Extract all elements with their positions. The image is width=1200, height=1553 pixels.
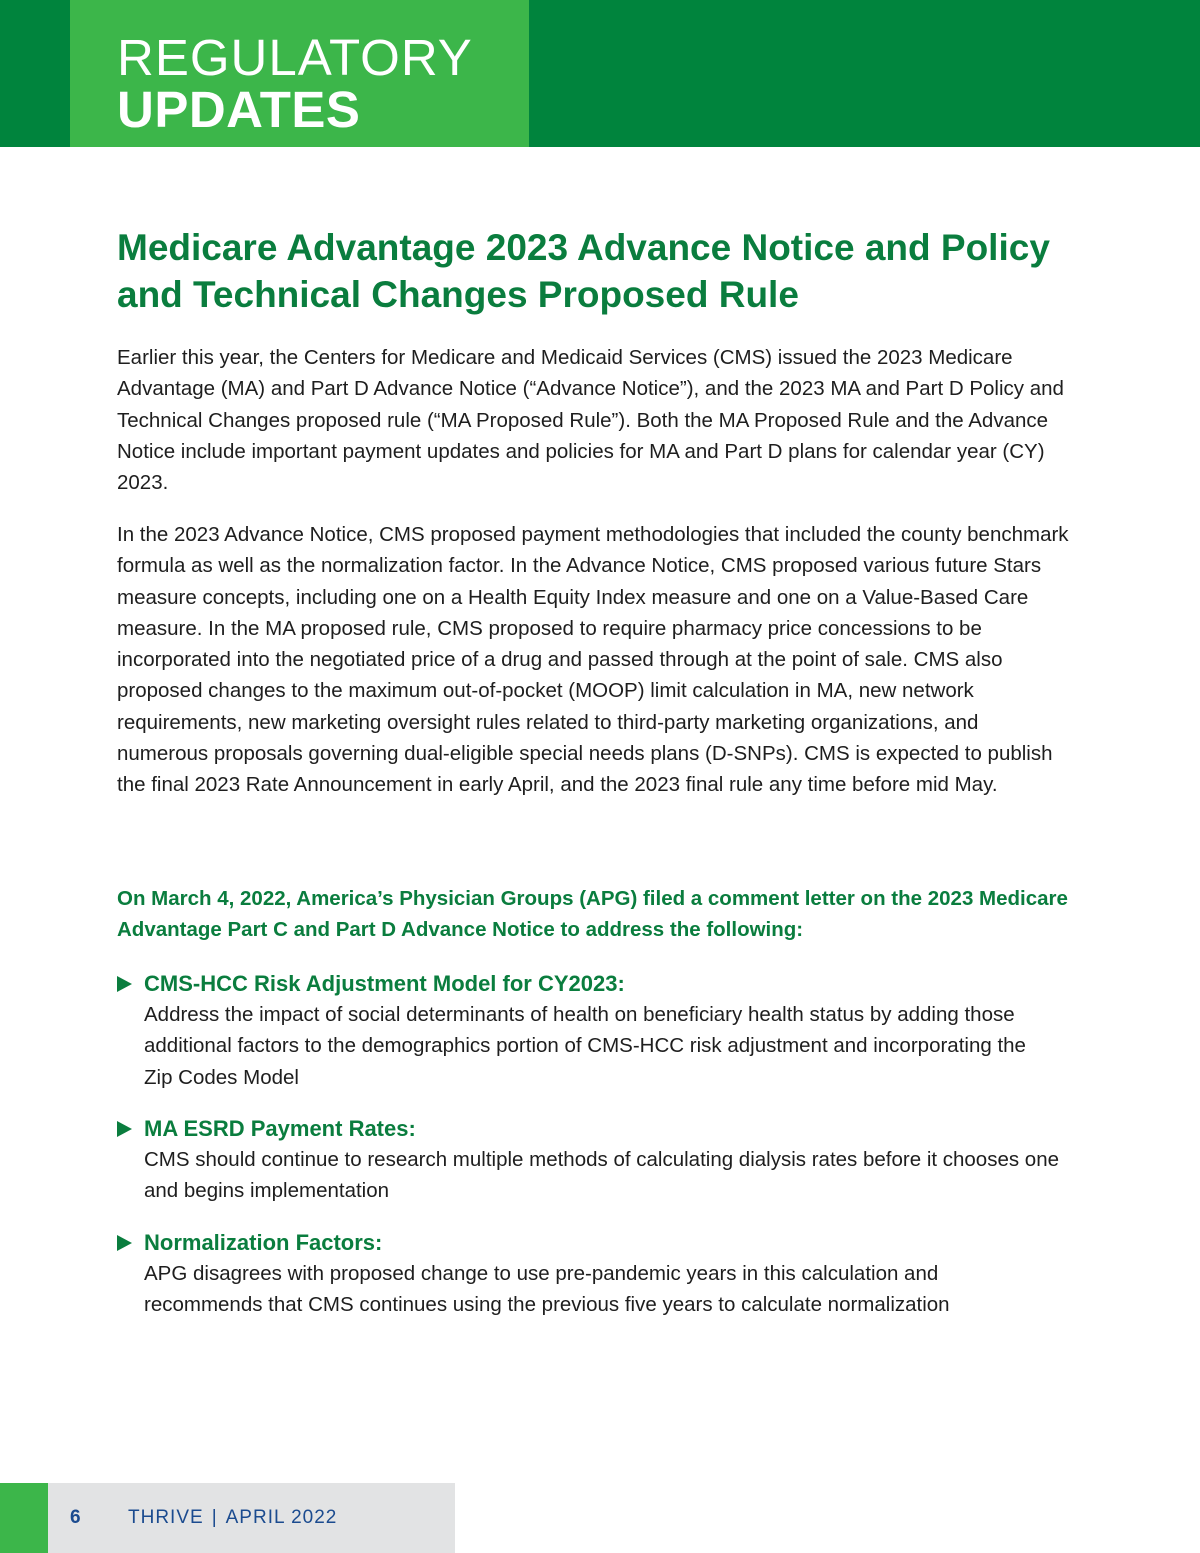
bullet-heading: Normalization Factors: xyxy=(144,1230,383,1255)
bullet-heading: CMS-HCC Risk Adjustment Model for CY2023: xyxy=(144,971,625,996)
section-title-line1: REGULATORY xyxy=(117,29,473,86)
triangle-bullet-icon xyxy=(117,1235,132,1251)
section-title-line2: UPDATES xyxy=(117,81,361,138)
page-number: 6 xyxy=(70,1507,81,1528)
footer-separator: | xyxy=(211,1507,218,1528)
bullet-heading: MA ESRD Payment Rates: xyxy=(144,1116,416,1141)
lead-paragraph: On March 4, 2022, America’s Physician Groups (APG) filed a comment letter on the 2023 Medicare Advantage Part C and Part D Advance Notice to address the following: xyxy=(117,887,1068,942)
body-paragraph-2: In the 2023 Advance Notice, CMS proposed payment methodologies that included the county benchmark formula as well as the normalization factor. In the Advance Notice, CMS proposed various future Stars measure concepts, including one on a Health Equity Index measure and one on a Value-Based Care measure. In the MA proposed rule, CMS proposed to require pharmacy price concessions to be incorporated into the negotiated price of a drug and passed through at the point of sale. CMS also proposed changes to the maximum out-of-pocket (MOOP) limit calculation in MA, new network requirements, new marketing oversight rules related to third-party marketing organizations, and numerous proposals governing dual-eligible special needs plans (D-SNPs). CMS is expected to publish the final 2023 Rate Announcement in early April, and the 2023 final rule any time before mid May. xyxy=(117,523,1069,797)
footer-publication xyxy=(128,1506,337,1530)
issue-date: APRIL 2022 xyxy=(225,1507,338,1528)
bullet-text: Address the impact of social determinants of health on beneficiary health status by adding those additional factors to the demographics portion of CMS-HCC risk adjustment and incorporating the Zip Codes Model xyxy=(144,1003,1026,1089)
header-left-strip xyxy=(0,0,70,147)
publication-name: THRIVE xyxy=(128,1507,204,1528)
bullet-text: APG disagrees with proposed change to use pre-pandemic years in this calculation and recommends that CMS continues using the previous five years to calculate normalization xyxy=(144,1262,950,1317)
triangle-bullet-icon xyxy=(117,1121,132,1137)
body-paragraph-1: Earlier this year, the Centers for Medicare and Medicaid Services (CMS) issued the 2023 Medicare Advantage (MA) and Part D Advance Notice (“Advance Notice”), and the 2023 MA and Part D Policy and Technical Changes proposed rule (“MA Proposed Rule”). Both the MA Proposed Rule and the Advance Notice include important payment updates and policies for MA and Part D plans for calendar year (CY) 2023. xyxy=(117,346,1064,495)
triangle-bullet-icon xyxy=(117,976,132,992)
bullet-text: CMS should continue to research multiple methods of calculating dialysis rates before it chooses one and begins implementation xyxy=(144,1148,1060,1203)
footer-accent xyxy=(0,1483,48,1553)
article-title: Medicare Advantage 2023 Advance Notice and Policy and Technical Changes Proposed Rule xyxy=(117,227,1050,315)
